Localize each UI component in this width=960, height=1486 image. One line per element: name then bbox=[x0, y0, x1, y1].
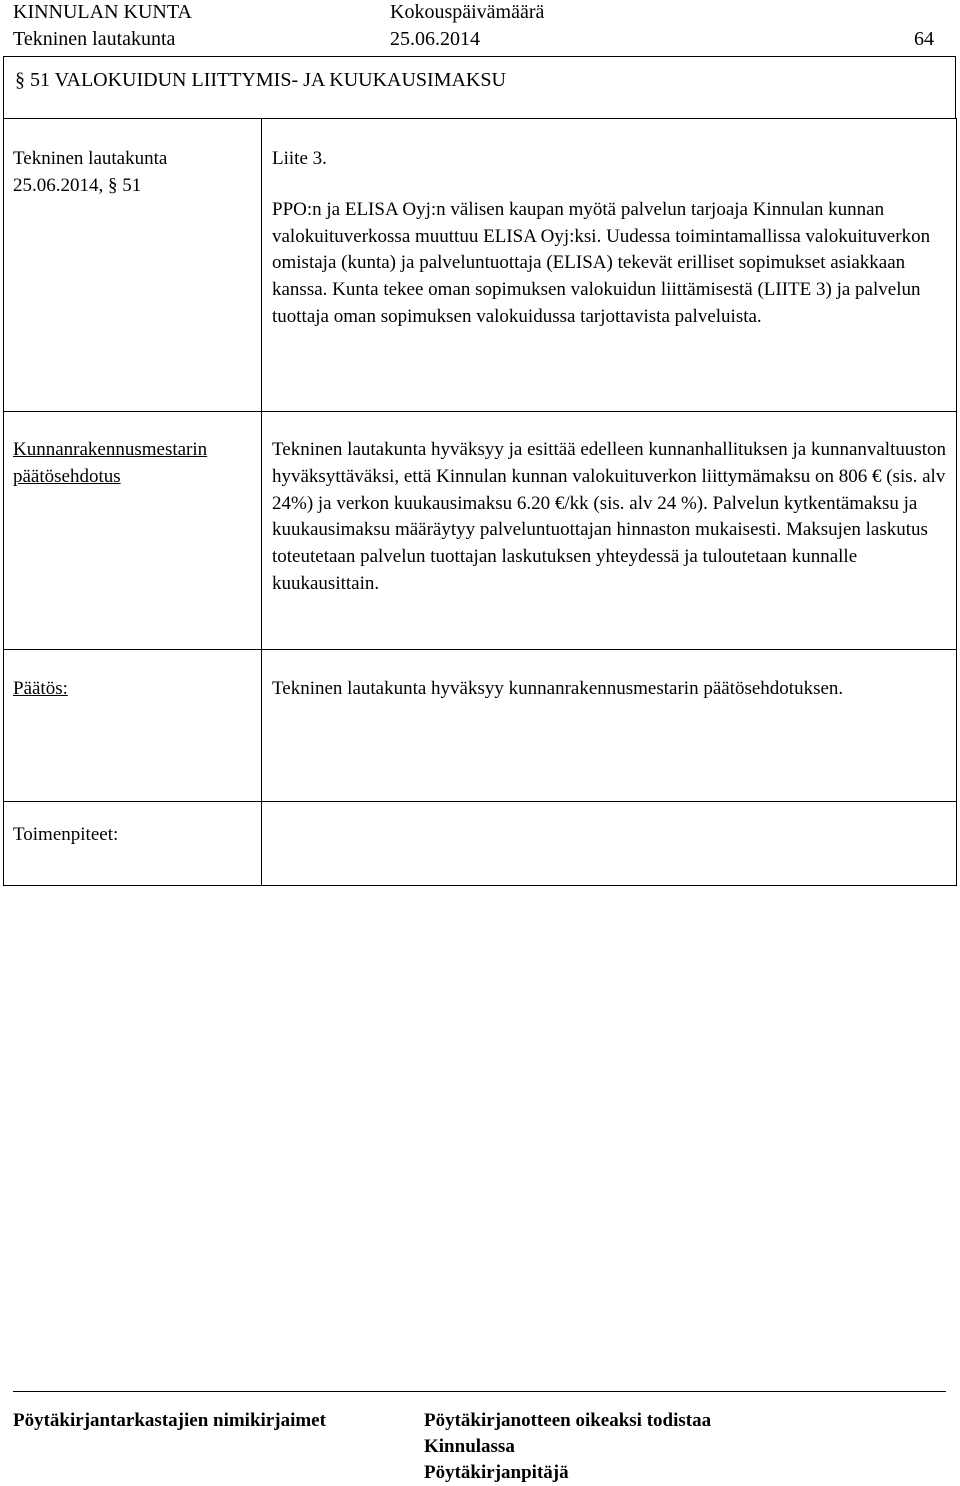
attachment-ref: Liite 3. bbox=[272, 148, 327, 169]
actions-text-cell bbox=[262, 802, 957, 886]
committee-name: Tekninen lautakunta bbox=[13, 28, 176, 50]
signature-secretary-label: Pöytäkirjanpitäjä bbox=[424, 1462, 569, 1483]
intro-text-cell bbox=[262, 119, 957, 412]
table-row bbox=[4, 119, 957, 412]
decision-body: Tekninen lautakunta hyväksyy kunnanrakennusmestarin päätösehdotuksen. bbox=[272, 678, 844, 699]
proposal-text-cell bbox=[262, 412, 957, 650]
org-name: KINNULAN KUNTA bbox=[13, 1, 192, 23]
intro-label-cell bbox=[4, 119, 262, 412]
actions-label: Toimenpiteet: bbox=[13, 824, 119, 845]
section-title: § 51 VALOKUIDUN LIITTYMIS- JA KUUKAUSIMAKSU bbox=[3, 56, 956, 118]
decision-label: Päätös: bbox=[13, 678, 68, 699]
proposal-label-cell bbox=[4, 412, 262, 650]
signature-inspectors-label: Pöytäkirjantarkastajien nimikirjaimet bbox=[13, 1410, 326, 1431]
intro-label-line1: Tekninen lautakunta bbox=[13, 148, 168, 169]
table-row bbox=[4, 650, 957, 802]
actions-label-cell bbox=[4, 802, 262, 886]
signature-certify-label: Pöytäkirjanotteen oikeaksi todistaa bbox=[424, 1410, 712, 1431]
decision-text-cell bbox=[262, 650, 957, 802]
table-row bbox=[4, 802, 957, 886]
doc-type-label: Kokouspäivämäärä bbox=[390, 1, 545, 23]
intro-body: PPO:n ja ELISA Oyj:n välisen kaupan myötä palvelun tarjoaja Kinnulan kunnan valokuituverkossa muuttuu ELISA Oyj:ksi. Uudessa toimintamallissa valokuituverkon omistaja (kunta) ja palveluntuottaja (ELISA) tekevät erilliset sopimukset asiakkaan kanssa. Kunta tekee oman sopimuksen valokuidun liittämisestä (LIITE 3) ja palvelun tuottaja oman sopimuksen valokuidussa tarjottavista palveluista. bbox=[272, 198, 931, 327]
page-number: 64 bbox=[914, 28, 934, 50]
intro-label-line2: 25.06.2014, § 51 bbox=[13, 174, 142, 196]
table-row bbox=[4, 412, 957, 650]
minutes-table bbox=[3, 118, 957, 886]
meeting-date: 25.06.2014 bbox=[390, 28, 480, 50]
proposal-label-line1: Kunnanrakennusmestarin bbox=[13, 439, 208, 460]
signature-divider bbox=[13, 1391, 946, 1392]
proposal-label-line2: päätösehdotus bbox=[13, 465, 121, 487]
proposal-body: Tekninen lautakunta hyväksyy ja esittää edelleen kunnanhallituksen ja kunnanvaltuuston hyväksyttäväksi, että Kinnulan kunnan valokuituverkon liittymämaksu on 806 € (sis. alv 24%) ja verkon kuukausimaksu 6.20 €/kk (sis. alv 24 %). Palvelun kytkentämaksu ja kuukausimaksu määräytyy palveluntuottajan hinnaston mukaisesti. Maksujen laskutus toteutetaan palvelun tuottajan laskutuksen yhteydessä ja tuloutetaan kunnalle kuukausittain. bbox=[272, 439, 947, 594]
signature-place-label: Kinnulassa bbox=[424, 1436, 515, 1457]
decision-label-cell bbox=[4, 650, 262, 802]
